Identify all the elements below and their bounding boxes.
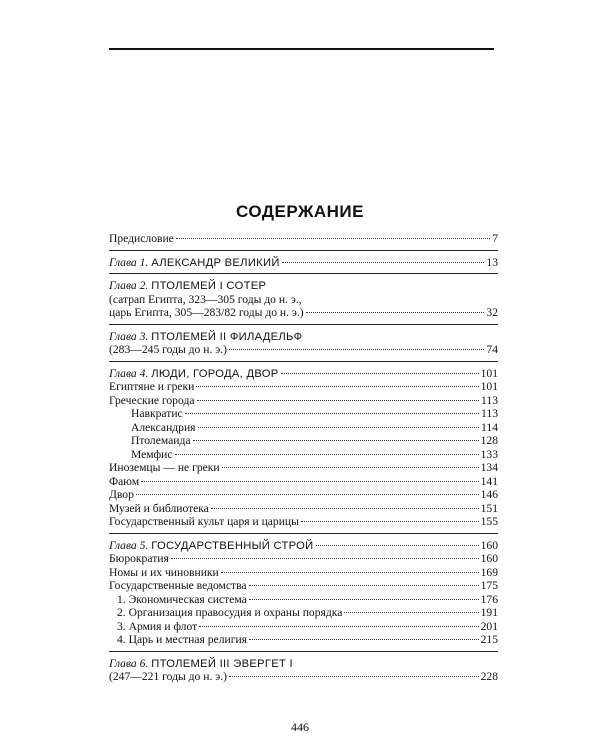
top-rule <box>109 48 494 50</box>
toc-entry-text <box>131 434 191 448</box>
entry-title: Александрия <box>131 420 196 434</box>
chapter-label: Глава 1. <box>109 255 149 269</box>
entry-title: Фаюм <box>109 474 140 488</box>
page-number: 446 <box>291 720 309 734</box>
page-ref: 160 <box>480 552 498 565</box>
page-ref: 13 <box>486 255 498 269</box>
chapter-title: АЛЕКСАНДР ВЕЛИКИЙ <box>151 256 280 269</box>
page-ref: 146 <box>480 488 498 501</box>
dot-leader <box>344 612 478 613</box>
toc-entry-text <box>109 306 304 320</box>
entry-title: Греческие города <box>109 393 195 407</box>
entry-title: Государственные ведомства <box>109 579 247 592</box>
dot-leader <box>221 572 479 573</box>
dot-leader <box>306 312 485 313</box>
dot-leader <box>249 639 479 640</box>
toc-entry[interactable] <box>109 394 498 408</box>
entry-title: 4. Царь и местная религия <box>117 633 247 646</box>
page-ref: 215 <box>480 633 498 646</box>
dot-leader <box>199 626 478 627</box>
dot-leader <box>196 386 478 387</box>
section-divider <box>109 273 498 274</box>
toc-entry[interactable] <box>109 606 498 620</box>
dot-leader <box>316 545 479 546</box>
toc-entry[interactable] <box>109 407 498 421</box>
dot-leader <box>301 521 479 522</box>
chapter-label: Глава 3. <box>109 329 149 343</box>
page-ref: 169 <box>480 565 498 579</box>
section-divider <box>109 651 498 652</box>
toc-chapter-entry[interactable] <box>109 657 498 671</box>
page-ref: 175 <box>480 579 498 592</box>
dot-leader <box>197 400 480 401</box>
toc-entry[interactable] <box>109 620 498 634</box>
dot-leader <box>193 440 479 441</box>
page-title: СОДЕРЖАНИЕ <box>236 202 364 221</box>
page-ref: 113 <box>481 407 498 420</box>
dot-leader <box>176 238 490 239</box>
toc-entry-text <box>109 566 219 580</box>
toc-entry[interactable] <box>109 515 498 529</box>
page-ref: 228 <box>480 670 498 683</box>
dot-leader <box>249 585 479 586</box>
toc-chapter-entry[interactable] <box>109 279 498 293</box>
section-divider <box>109 250 498 251</box>
dot-leader <box>229 676 479 677</box>
toc-entry-text <box>109 330 303 343</box>
dot-leader <box>211 508 479 509</box>
entry-title: Навкратис <box>131 407 183 420</box>
entry-title: Египтяне и греки <box>109 380 195 393</box>
chapter-label: Глава 6. <box>109 656 149 670</box>
entry-title: (сатрап Египта, 323—305 годы до н. э., <box>109 292 302 306</box>
page-ref: 133 <box>480 447 498 461</box>
toc-entry-text <box>109 380 194 394</box>
toc-chapter-entry[interactable] <box>109 367 498 381</box>
page-ref: 191 <box>480 606 498 619</box>
chapter-title: ПТОЛЕМЕЙ I СОТЕР <box>151 280 267 292</box>
entry-title: 3. Армия и флот <box>117 619 198 633</box>
page-ref: 7 <box>492 232 498 245</box>
toc-entry-text <box>117 633 247 647</box>
toc-entry[interactable] <box>109 552 498 566</box>
entry-title: (283—245 годы до н. э.) <box>109 343 227 356</box>
page-ref: 151 <box>480 501 498 515</box>
toc-entry-text <box>109 475 139 489</box>
page-ref: 32 <box>486 306 498 319</box>
toc-entry[interactable] <box>109 448 498 462</box>
entry-title: (247—221 годы до н. э.) <box>109 670 227 683</box>
dot-leader <box>171 558 479 559</box>
toc-entry-text <box>109 657 293 670</box>
page-ref: 101 <box>480 366 498 380</box>
toc-entry[interactable] <box>109 475 498 489</box>
toc-entry[interactable] <box>109 502 498 516</box>
dot-leader <box>229 349 484 350</box>
toc-entry[interactable] <box>109 293 498 307</box>
page-ref: 113 <box>481 393 498 407</box>
toc-entry-text <box>117 620 197 634</box>
toc-entry-text <box>109 502 209 516</box>
toc-entry[interactable] <box>109 461 498 475</box>
entry-title: Иноземцы — не греки <box>109 461 220 474</box>
toc-entry[interactable] <box>109 670 498 684</box>
entry-title: 2. Организация правосудия и охраны порядка <box>117 606 343 619</box>
toc-entry-text <box>109 515 299 529</box>
toc-chapter-entry[interactable] <box>109 256 498 270</box>
toc-entry[interactable] <box>109 488 498 502</box>
entry-title: царь Египта, 305—283/82 годы до н. э.) <box>109 306 304 319</box>
toc-entry-text <box>117 593 247 607</box>
toc-entry-text <box>109 279 266 292</box>
entry-title: Двор <box>109 488 134 501</box>
toc-entry[interactable] <box>109 343 498 357</box>
section-divider <box>109 361 498 362</box>
page-ref: 141 <box>480 474 498 488</box>
toc-chapter-entry[interactable] <box>109 330 498 344</box>
dot-leader <box>222 467 479 468</box>
chapter-label: Глава 2. <box>109 279 149 292</box>
toc-entry-text <box>109 579 247 593</box>
toc-entry-text <box>109 293 302 306</box>
toc-entry[interactable] <box>109 380 498 394</box>
dot-leader <box>249 599 479 600</box>
page-ref: 176 <box>480 592 498 606</box>
page-ref: 155 <box>480 515 498 528</box>
toc-entry[interactable] <box>109 633 498 647</box>
table-of-contents <box>109 232 498 684</box>
entry-title: Предисловие <box>109 232 174 245</box>
page-ref: 134 <box>480 461 498 474</box>
toc-entry-text <box>109 670 227 684</box>
toc-entry[interactable] <box>109 434 498 448</box>
dot-leader <box>185 413 479 414</box>
toc-entry[interactable] <box>109 566 498 580</box>
toc-entry-text <box>109 256 280 271</box>
entry-title: Государственный культ царя и царицы <box>109 515 299 528</box>
toc-entry-text <box>131 448 173 462</box>
chapter-title: ЛЮДИ, ГОРОДА, ДВОР <box>151 367 279 380</box>
toc-entry-text <box>117 606 342 620</box>
toc-entry-text <box>131 407 183 421</box>
toc-entry[interactable] <box>109 421 498 435</box>
toc-entry-text <box>131 421 196 435</box>
toc-entry-text <box>109 232 174 246</box>
entry-title: Мемфис <box>131 447 173 461</box>
dot-leader <box>282 262 485 263</box>
toc-entry-text <box>109 488 134 502</box>
entry-title: Бюрократия <box>109 552 169 565</box>
chapter-title: ПТОЛЕМЕЙ II ФИЛАДЕЛЬФ <box>151 330 303 343</box>
dot-leader <box>175 454 479 455</box>
chapter-title: ГОСУДАРСТВЕННЫЙ СТРОЙ <box>151 539 314 552</box>
entry-title: Музей и библиотека <box>109 501 209 515</box>
toc-entry-text <box>109 367 279 382</box>
page-ref: 201 <box>480 619 498 633</box>
entry-title: 1. Экономическая система <box>117 592 247 606</box>
section-divider <box>109 533 498 534</box>
toc-entry-text <box>109 552 169 566</box>
page-ref: 74 <box>486 343 498 356</box>
dot-leader <box>198 427 480 428</box>
entry-title: Птолемаида <box>131 434 191 447</box>
entry-title: Номы и их чиновники <box>109 565 219 579</box>
section-divider <box>109 324 498 325</box>
dot-leader <box>136 494 479 495</box>
dot-leader <box>281 373 479 374</box>
toc-entry[interactable] <box>109 232 498 246</box>
page-ref: 101 <box>480 380 498 393</box>
page-ref: 114 <box>481 420 498 434</box>
page-ref: 160 <box>480 538 498 552</box>
dot-leader <box>141 481 478 482</box>
chapter-label: Глава 4. <box>109 366 149 380</box>
page-ref: 128 <box>480 434 498 447</box>
toc-entry-text <box>109 461 220 475</box>
chapter-label: Глава 5. <box>109 538 149 552</box>
toc-entry-text <box>109 394 195 408</box>
toc-chapter-entry[interactable] <box>109 539 498 553</box>
toc-entry[interactable] <box>109 579 498 593</box>
chapter-title: ПТОЛЕМЕЙ III ЭВЕРГЕТ I <box>151 657 293 670</box>
toc-entry[interactable] <box>109 593 498 607</box>
toc-entry-text <box>109 343 227 357</box>
toc-entry[interactable] <box>109 306 498 320</box>
toc-entry-text <box>109 539 314 554</box>
